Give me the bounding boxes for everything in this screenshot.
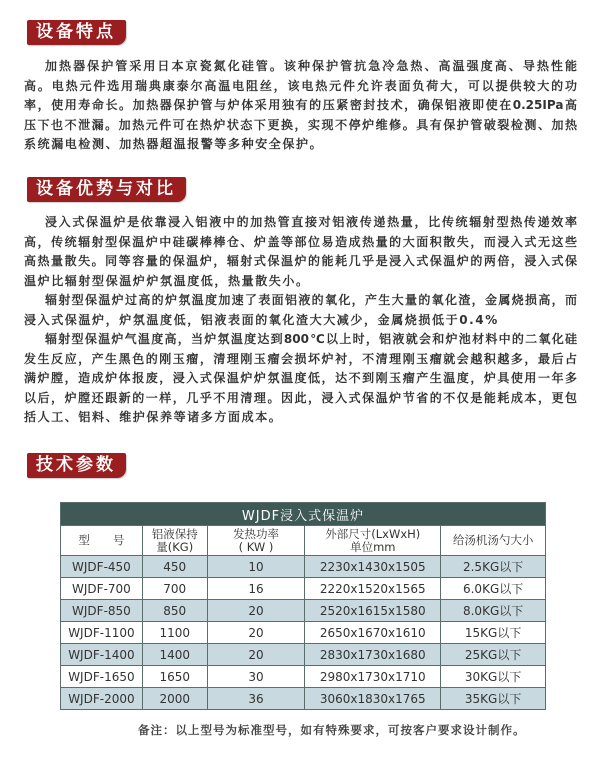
table-cell: 700 <box>142 578 207 600</box>
table-row <box>61 644 546 666</box>
advantages-paragraphs <box>24 213 577 428</box>
table-cell: 2000 <box>142 688 207 710</box>
text-line: 温炉比辐射型保温炉炉氛温度低，热量散失小。 <box>24 273 310 288</box>
table-cell: 2.5KG以下 <box>441 556 546 578</box>
text-line: 高。电热元件选用瑞典康泰尔高温电阻丝，该电热元件允许表面负荷大，可以提供较大的功 <box>24 78 577 93</box>
table-row <box>61 578 546 600</box>
text-line: 浸入式保温炉是依靠浸入铝液中的加热管直接对铝液传递热量，比传统辐射型热传递效率 <box>45 215 577 229</box>
table-cell: WJDF-700 <box>61 578 143 600</box>
column-header: 型 号 <box>61 526 143 556</box>
table-cell: 1650 <box>142 666 207 688</box>
text-line: 发生反应，产生黑色的刚玉瘤，清理刚玉瘤会损坏炉衬，不清理刚玉瘤就会越积越多，最后占 <box>24 351 577 366</box>
table-cell: 15KG以下 <box>441 622 546 644</box>
table-cell: 2980x1730x1710 <box>305 666 441 688</box>
table-row <box>61 600 546 622</box>
section-heading-advantages: 设备优势与对比 <box>27 177 186 202</box>
table-cell: 35KG以下 <box>441 688 546 710</box>
table-cell: 1100 <box>142 622 207 644</box>
text-line: 加热器保护管采用日本京瓷氮化硅管。该种保护管抗急冷急热、高温强度高、导热性能 <box>45 59 577 73</box>
section-heading-specs: 技术参数 <box>27 453 126 478</box>
table-cell: 36 <box>207 688 305 710</box>
table-title: WJDF浸入式保温炉 <box>61 503 546 526</box>
table-cell: 2220x1520x1565 <box>305 578 441 600</box>
table-cell: 30KG以下 <box>441 666 546 688</box>
table-cell: 6.0KG以下 <box>441 578 546 600</box>
table-cell: WJDF-850 <box>61 600 143 622</box>
text-line: 辐射型保温炉气温度高，当炉氛温度达到800℃以上时，铝液就会和炉池材料中的二氧化硅 <box>45 332 577 346</box>
table-cell: 2650x1670x1610 <box>305 622 441 644</box>
table-cell: WJDF-1100 <box>61 622 143 644</box>
column-header: 铝液保持 量(KG) <box>142 526 207 556</box>
table-cell: 10 <box>207 556 305 578</box>
table-cell: WJDF-2000 <box>61 688 143 710</box>
specs-table <box>60 502 546 710</box>
table-row <box>61 622 546 644</box>
table-cell: 20 <box>207 622 305 644</box>
table-cell: 450 <box>142 556 207 578</box>
table-cell: 20 <box>207 600 305 622</box>
table-cell: 850 <box>142 600 207 622</box>
text-line: 以后，炉膛还跟新的一样，几乎不用清理。因此，浸入式保温炉节省的不仅是能耗成本，更包 <box>24 390 577 405</box>
column-header: 发热功率 ( KW ) <box>207 526 305 556</box>
text-line: 满炉膛，造成炉体报废，浸入式保温炉炉氛温度低，达不到刚玉瘤产生温度，炉具使用一年多 <box>24 371 577 385</box>
text-line: 括人工、铝料、维护保养等诸多方面成本。 <box>24 410 283 424</box>
text-line: 系统漏电检测、加热器超温报警等多种安全保护。 <box>24 137 324 151</box>
table-cell: 2230x1430x1505 <box>305 556 441 578</box>
text-line: 压下也不泄漏。加热元件可在热炉状态下更换，实现不停炉维修。具有保护管破裂检测、加热 <box>24 117 577 132</box>
table-cell: WJDF-1650 <box>61 666 143 688</box>
text-line: 高热量散失。同等容量的保温炉，辐射式保温炉的能耗几乎是浸入式保温炉的两倍，浸入式保 <box>24 254 577 268</box>
table-note: 备注：以上型号为标准型号，如有特殊要求，可按客户要求设计制作。 <box>138 723 526 737</box>
text-line: 浸入式保温炉，炉氛温度低，铝液表面的氧化渣大大减少，金属烧损低于0.4% <box>24 312 499 327</box>
table-cell: 3060x1830x1765 <box>305 688 441 710</box>
table-cell: 1400 <box>142 644 207 666</box>
table-row <box>61 556 546 578</box>
table-cell: 2520x1615x1580 <box>305 600 441 622</box>
text-line: 辐射型保温炉过高的炉氛温度加速了表面铝液的氧化，产生大量的氧化渣，金属烧损高，而 <box>45 293 577 307</box>
table-cell: WJDF-1400 <box>61 644 143 666</box>
table-cell: 25KG以下 <box>441 644 546 666</box>
table-cell: 30 <box>207 666 305 688</box>
table-row <box>61 666 546 688</box>
features-paragraph <box>24 57 577 155</box>
table-cell: 8.0KG以下 <box>441 600 546 622</box>
table-header-row <box>61 526 546 556</box>
column-header: 给汤机汤勺大小 <box>441 526 546 556</box>
table-row <box>61 688 546 710</box>
table-cell: 16 <box>207 578 305 600</box>
table-cell: WJDF-450 <box>61 556 143 578</box>
table-cell: 20 <box>207 644 305 666</box>
column-header: 外部尺寸(LxWxH) 单位mm <box>305 526 441 556</box>
text-line: 率，使用寿命长。加热器保护管与炉体采用独有的压紧密封技术，确保铝液即使在0.25IPa高 <box>24 98 577 112</box>
text-line: 高，传统辐射型保温炉中硅碳棒棒仓、炉盖等部位易造成热量的大面积散失，而浸入式无这些 <box>24 234 577 249</box>
table-cell: 2830x1730x1680 <box>305 644 441 666</box>
section-heading-features: 设备特点 <box>27 20 126 45</box>
